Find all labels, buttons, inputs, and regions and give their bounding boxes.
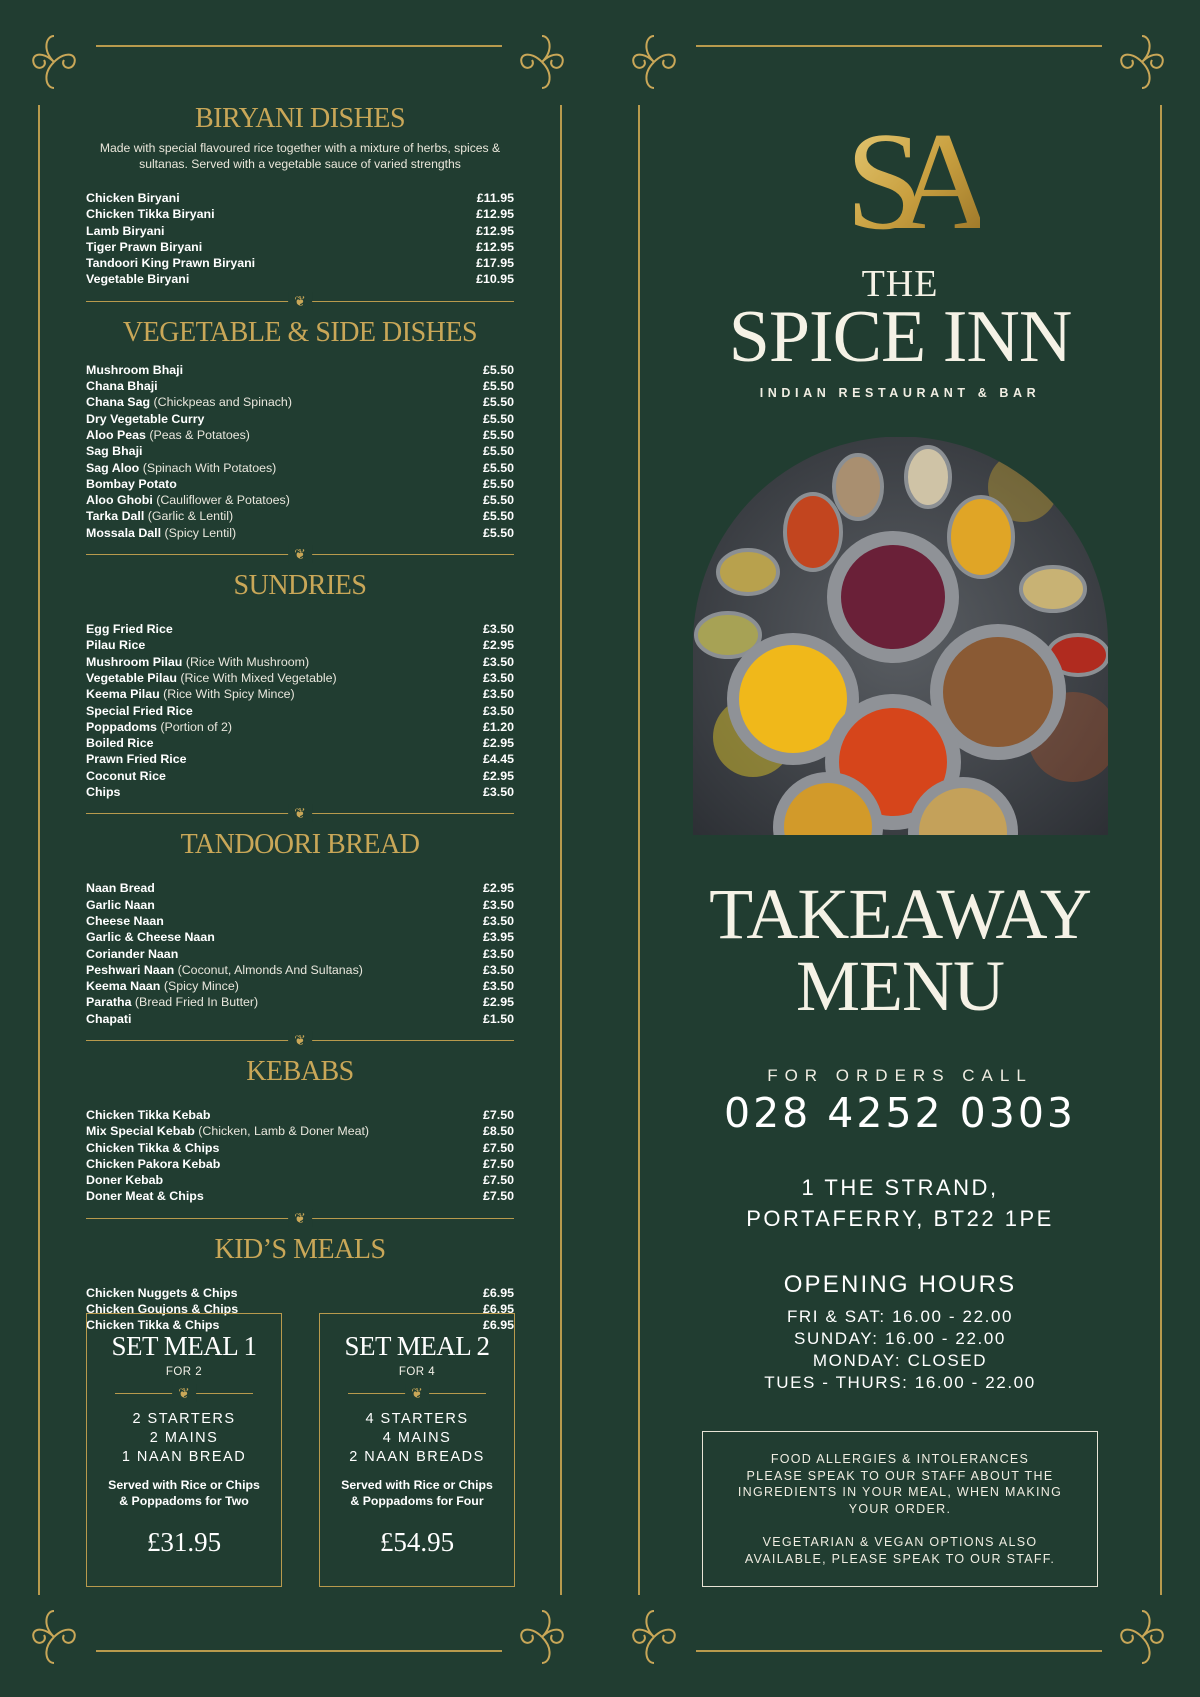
menu-item-name: Tiger Prawn Biryani — [86, 239, 203, 254]
menu-item-label — [86, 443, 142, 459]
menu-item-label — [86, 751, 187, 767]
menu-item-note: (Spicy Lentil) — [164, 525, 237, 540]
menu-item-price: £6.95 — [482, 1302, 514, 1317]
menu-item-name: Special Fried Rice — [86, 703, 193, 718]
menu-item-name: Prawn Fried Rice — [86, 752, 187, 767]
menu-item — [86, 508, 514, 524]
allergy-line: FOOD ALLERGIES & INTOLERANCES — [770, 1452, 1030, 1466]
menu-item-price: £8.50 — [482, 1124, 514, 1139]
menu-item — [86, 1172, 514, 1188]
set-meal-1-card — [86, 1313, 282, 1587]
address-line: 1 THE STRAND, — [801, 1175, 999, 1200]
menu-item — [86, 703, 514, 719]
menu-item-note: (Cauliflower & Potatoes) — [156, 493, 290, 508]
menu-item — [86, 686, 514, 702]
menu-item-price: £12.95 — [476, 223, 514, 238]
set-meal-title: SET MEAL 2 — [344, 1331, 490, 1361]
menu-right-panel — [600, 0, 1200, 1697]
menu-item-price: £17.95 — [476, 256, 514, 271]
item-list — [86, 621, 514, 800]
menu-item-label — [86, 271, 189, 287]
menu-item-label — [86, 1285, 237, 1301]
menu-item-price: £7.50 — [482, 1189, 514, 1204]
menu-item-note: (Portion of 2) — [160, 719, 232, 734]
menu-item-name: Chicken Tikka Kebab — [86, 1107, 211, 1122]
menu-item — [86, 751, 514, 767]
menu-item — [86, 880, 514, 896]
menu-item — [86, 913, 514, 929]
right-border-line — [560, 105, 562, 1595]
menu-item-price: £5.50 — [482, 395, 514, 410]
menu-item-note: (Rice With Mixed Vegetable) — [180, 670, 337, 685]
hours-line: TUES - THURS: 16.00 - 22.00 — [764, 1373, 1036, 1392]
hours-line: FRI & SAT: 16.00 - 22.00 — [786, 1307, 1014, 1326]
set-meals — [86, 1313, 516, 1587]
menu-item — [86, 460, 514, 476]
set-meal-title: SET MEAL 1 — [111, 1331, 257, 1361]
set-meal-line: 2 MAINS — [149, 1430, 219, 1446]
set-meal-2-card — [319, 1313, 515, 1587]
menu-item-label — [86, 1156, 220, 1172]
served-line: Served with Rice or Chips — [341, 1478, 493, 1492]
menu-item-name: Vegetable Pilau — [86, 670, 177, 685]
menu-item — [86, 1285, 514, 1301]
menu-item — [86, 223, 514, 239]
menu-item-name: Vegetable Biryani — [86, 272, 190, 287]
menu-item-price: £3.50 — [482, 913, 514, 928]
menu-item-price: £2.95 — [482, 768, 514, 783]
ornament-divider — [86, 1209, 514, 1227]
menu-item — [86, 978, 514, 994]
menu-item-label — [86, 255, 255, 271]
menu-item-price: £3.50 — [482, 654, 514, 669]
menu-item-note: (Rice With Spicy Mince) — [163, 687, 295, 702]
menu-item-price: £7.50 — [482, 1156, 514, 1171]
set-meal-subtitle: FOR 2 — [165, 1366, 203, 1378]
menu-item-label — [86, 239, 202, 255]
menu-item-price: £11.95 — [476, 191, 514, 205]
set-meal-served-with — [87, 1477, 281, 1509]
menu-item-label — [86, 378, 158, 394]
menu-item-note: (Chickpeas and Spinach) — [153, 395, 292, 410]
ornament-divider — [86, 1031, 514, 1049]
ornament-icon: ❦ — [288, 545, 312, 563]
menu-item-label — [86, 913, 164, 929]
menu-item-label — [86, 784, 120, 800]
menu-item-name: Sag Aloo — [86, 460, 140, 475]
menu-item-price: £3.50 — [482, 703, 514, 718]
menu-item-name: Chips — [86, 785, 121, 800]
menu-item-name: Tarka Dall — [86, 509, 145, 524]
menu-item-name: Chicken Tikka & Chips — [86, 1318, 220, 1333]
spices-photo — [693, 437, 1108, 835]
bottom-border-line — [696, 1650, 1102, 1652]
menu-item-name: Doner Kebab — [86, 1173, 164, 1188]
menu-item-price: £3.50 — [482, 897, 514, 912]
menu-item-label — [86, 476, 177, 492]
menu-item — [86, 476, 514, 492]
allergy-line: YOUR ORDER. — [848, 1501, 952, 1516]
menu-item-name: Mossala Dall — [86, 525, 162, 540]
menu-item-price: £5.50 — [482, 427, 514, 442]
menu-item-name: Mix Special Kebab — [86, 1124, 195, 1139]
menu-item — [86, 768, 514, 784]
section-vegetable — [86, 318, 514, 541]
menu-item-note: (Spinach With Potatoes) — [142, 460, 277, 475]
ornament-icon: ❦ — [288, 292, 312, 310]
orders-label: FOR ORDERS CALL — [767, 1066, 1033, 1085]
menu-item — [86, 621, 514, 637]
item-list — [86, 880, 514, 1027]
menu-item-name: Mushroom Pilau — [86, 654, 183, 669]
menu-item — [86, 897, 514, 913]
section-title: KEBABS — [246, 1055, 354, 1087]
menu-item-note: (Rice With Mushroom) — [185, 654, 310, 669]
menu-item-price: £3.50 — [482, 785, 514, 800]
corner-flourish-icon — [22, 1605, 86, 1669]
menu-item — [86, 411, 514, 427]
menu-item-name: Aloo Peas — [86, 427, 146, 442]
menu-item-price: £5.50 — [482, 509, 514, 524]
ornament-icon: ❦ — [288, 1031, 312, 1049]
corner-flourish-icon — [510, 30, 574, 94]
menu-item-name: Bombay Potato — [86, 476, 177, 491]
set-meal-subtitle: FOR 4 — [398, 1366, 436, 1378]
menu-item-price: £5.50 — [482, 460, 514, 475]
ornament-divider — [348, 1384, 486, 1402]
top-border-line — [96, 45, 502, 47]
menu-item — [86, 427, 514, 443]
menu-item-name: Sag Bhaji — [86, 444, 143, 459]
menu-item — [86, 443, 514, 459]
menu-item — [86, 1156, 514, 1172]
hours-line: MONDAY: CLOSED — [812, 1351, 988, 1370]
set-meal-served-with — [320, 1477, 514, 1509]
menu-item — [86, 492, 514, 508]
menu-item-label — [86, 946, 178, 962]
menu-item — [86, 1140, 514, 1156]
menu-item-price: £5.50 — [482, 411, 514, 426]
item-list — [86, 362, 514, 541]
phone-number[interactable]: 028 4252 0303 — [723, 1089, 1076, 1137]
section-tandoori-bread — [86, 830, 514, 1027]
corner-flourish-icon — [1110, 1605, 1174, 1669]
sa-monogram-logo — [830, 100, 980, 250]
ornament-icon: ❦ — [172, 1384, 196, 1402]
menu-item-label — [86, 525, 236, 541]
menu-item — [86, 994, 514, 1010]
menu-item-price: £3.95 — [482, 930, 514, 945]
menu-item-price: £3.50 — [482, 946, 514, 961]
menu-item-name: Garlic Naan — [86, 897, 155, 912]
set-meal-price: £31.95 — [146, 1527, 222, 1557]
allergy-line: VEGETARIAN & VEGAN OPTIONS ALSO — [762, 1535, 1038, 1549]
menu-item-price: £4.45 — [482, 752, 514, 767]
section-kebabs — [86, 1057, 514, 1205]
menu-item-label — [86, 1188, 204, 1204]
menu-item-label — [86, 735, 153, 751]
menu-item — [86, 206, 514, 222]
menu-item-name: Boiled Rice — [86, 736, 154, 751]
menu-item-name: Chicken Biryani — [86, 191, 180, 205]
menu-item — [86, 654, 514, 670]
brand-the: THE — [861, 263, 939, 305]
menu-item — [86, 637, 514, 653]
menu-item-name: Doner Meat & Chips — [86, 1189, 204, 1204]
headline-menu: MENU — [796, 946, 1004, 1026]
menu-item-name: Peshwari Naan — [86, 962, 175, 977]
section-description: Made with special flavoured rice together with a mixture of herbs, spices & sultanas. Served with a vegetable sauce of varied strengths — [99, 141, 501, 171]
menu-item — [86, 962, 514, 978]
svg-text:SA: SA — [845, 104, 965, 250]
menu-item-label — [86, 719, 232, 735]
section-title: SUNDRIES — [233, 570, 367, 602]
allergy-line: PLEASE SPEAK TO OUR STAFF ABOUT THE — [746, 1468, 1054, 1483]
menu-item-label — [86, 460, 276, 476]
menu-item-price: £12.95 — [476, 207, 514, 222]
menu-item-label — [86, 1140, 219, 1156]
menu-item-name: Paratha — [86, 995, 132, 1010]
menu-item-name: Egg Fried Rice — [86, 622, 173, 637]
hours-line: SUNDAY: 16.00 - 22.00 — [794, 1329, 1006, 1348]
menu-item-price: £3.50 — [482, 979, 514, 994]
menu-item-price: £2.95 — [482, 736, 514, 751]
menu-item-label — [86, 880, 155, 896]
section-biryani — [86, 104, 514, 288]
menu-item-price: £5.50 — [482, 476, 514, 491]
menu-item-label — [86, 1011, 131, 1027]
ornament-divider — [86, 545, 514, 563]
menu-item-price: £5.50 — [482, 444, 514, 459]
menu-item-label — [86, 411, 204, 427]
ornament-icon: ❦ — [288, 804, 312, 822]
section-sundries — [86, 571, 514, 800]
menu-item-note: (Coconut, Almonds And Sultanas) — [177, 962, 363, 977]
menu-item-price: £3.50 — [482, 622, 514, 637]
menu-item-price: £7.50 — [482, 1107, 514, 1122]
menu-item — [86, 946, 514, 962]
menu-item-label — [86, 492, 290, 508]
menu-item-label — [86, 897, 155, 913]
menu-item-price: £6.95 — [482, 1285, 514, 1300]
menu-item — [86, 271, 514, 287]
menu-item-price: £10.95 — [476, 272, 514, 287]
menu-item-label — [86, 994, 258, 1010]
brand-name: SPICE INN — [728, 296, 1072, 378]
menu-item-price: £7.50 — [482, 1140, 514, 1155]
menu-item-label — [86, 929, 215, 945]
menu-item-price: £3.50 — [482, 962, 514, 977]
menu-item-label — [86, 508, 233, 524]
opening-hours-title: OPENING HOURS — [783, 1271, 1017, 1298]
menu-item-name: Aloo Ghobi — [86, 493, 153, 508]
menu-item — [86, 394, 514, 410]
corner-flourish-icon — [622, 30, 686, 94]
served-line: Served with Rice or Chips — [108, 1478, 260, 1492]
corner-flourish-icon — [1110, 30, 1174, 94]
menu-item-label — [86, 1123, 369, 1139]
menu-item — [86, 929, 514, 945]
menu-item-name: Coriander Naan — [86, 946, 179, 961]
menu-item-note: (Garlic & Lentil) — [147, 509, 234, 524]
menu-item-name: Chana Sag — [86, 395, 151, 410]
menu-item-name: Keema Naan — [86, 979, 161, 994]
menu-item-price: £2.95 — [482, 995, 514, 1010]
menu-item-label — [86, 768, 166, 784]
menu-item-price: £2.95 — [482, 881, 514, 896]
menu-item-name: Naan Bread — [86, 881, 155, 896]
set-meal-line: 2 NAAN BREADS — [349, 1449, 485, 1465]
menu-item-price: £5.50 — [482, 525, 514, 540]
menu-item-name: Mushroom Bhaji — [86, 362, 184, 377]
top-border-line — [696, 45, 1102, 47]
menu-item-price: £5.50 — [482, 362, 514, 377]
menu-item — [86, 1107, 514, 1123]
ornament-icon: ❦ — [288, 1209, 312, 1227]
corner-flourish-icon — [510, 1605, 574, 1669]
ornament-divider — [86, 804, 514, 822]
menu-item-label — [86, 223, 165, 239]
set-meal-price: £54.95 — [379, 1527, 455, 1557]
menu-item-name: Chicken Goujons & Chips — [86, 1302, 239, 1317]
bottom-border-line — [96, 1650, 502, 1652]
allergy-line: INGREDIENTS IN YOUR MEAL, WHEN MAKING — [737, 1485, 1063, 1499]
menu-item-label — [86, 427, 250, 443]
menu-item — [86, 362, 514, 378]
menu-column — [86, 104, 514, 1334]
menu-item-name: Chicken Pakora Kebab — [86, 1156, 221, 1171]
menu-item — [86, 239, 514, 255]
menu-item-name: Cheese Naan — [86, 913, 164, 928]
served-line: & Poppadoms for Four — [350, 1494, 484, 1508]
set-meal-line: 4 STARTERS — [365, 1411, 469, 1427]
menu-item-price: £5.50 — [482, 493, 514, 508]
menu-item-name: Lamb Biryani — [86, 223, 165, 238]
menu-item-label — [86, 654, 309, 670]
menu-item-label — [86, 962, 363, 978]
menu-item-label — [86, 1172, 163, 1188]
ornament-icon: ❦ — [405, 1384, 429, 1402]
ornament-divider — [86, 292, 514, 310]
menu-item — [86, 1123, 514, 1139]
menu-item-label — [86, 978, 239, 994]
menu-item-name: Poppadoms — [86, 719, 157, 734]
allergy-notice — [702, 1431, 1098, 1587]
section-title: VEGETABLE & SIDE DISHES — [122, 316, 478, 348]
menu-item — [86, 1011, 514, 1027]
menu-item-name: Dry Vegetable Curry — [86, 411, 205, 426]
menu-item-price: £5.50 — [482, 379, 514, 394]
menu-item — [86, 719, 514, 735]
menu-item-name: Chicken Tikka & Chips — [86, 1140, 220, 1155]
menu-item-label — [86, 1107, 210, 1123]
menu-item-price: £6.95 — [482, 1318, 514, 1333]
headline-takeaway: TAKEAWAY — [709, 874, 1091, 954]
menu-item-price: £1.50 — [482, 1011, 514, 1026]
item-list — [86, 1107, 514, 1205]
menu-item-price: £3.50 — [482, 670, 514, 685]
menu-item-label — [86, 621, 173, 637]
menu-item-label — [86, 703, 193, 719]
menu-item-label — [86, 394, 292, 410]
menu-item — [86, 1188, 514, 1204]
brand-tagline: INDIAN RESTAURANT & BAR — [759, 386, 1041, 400]
menu-item-note: (Peas & Potatoes) — [149, 427, 250, 442]
menu-item — [86, 735, 514, 751]
set-meal-line: 1 NAAN BREAD — [121, 1449, 247, 1465]
menu-item — [86, 670, 514, 686]
set-meal-line: 2 STARTERS — [132, 1411, 236, 1427]
menu-item-price: £1.20 — [482, 719, 514, 734]
menu-item-name: Keema Pilau — [86, 687, 160, 702]
ornament-divider — [115, 1384, 253, 1402]
menu-item-name: Chicken Nuggets & Chips — [86, 1285, 238, 1300]
menu-item — [86, 255, 514, 271]
menu-item-name: Chapati — [86, 1011, 132, 1026]
section-title: TANDOORI BREAD — [180, 829, 420, 861]
menu-item-label — [86, 637, 145, 653]
menu-item — [86, 190, 514, 206]
menu-item-price: £12.95 — [476, 239, 514, 254]
menu-item-name: Coconut Rice — [86, 768, 166, 783]
section-title: BIRYANI DISHES — [194, 103, 406, 134]
menu-item-price: £3.50 — [482, 687, 514, 702]
menu-item-price: £2.95 — [482, 638, 514, 653]
corner-flourish-icon — [622, 1605, 686, 1669]
menu-item-name: Chicken Tikka Biryani — [86, 207, 215, 222]
menu-item-name: Pilau Rice — [86, 638, 146, 653]
menu-item-label — [86, 670, 337, 686]
allergy-line: AVAILABLE, PLEASE SPEAK TO OUR STAFF. — [744, 1551, 1056, 1566]
set-meal-line: 4 MAINS — [382, 1430, 452, 1446]
served-line: & Poppadoms for Two — [119, 1494, 249, 1508]
menu-item-label — [86, 206, 215, 222]
menu-item-name: Tandoori King Prawn Biryani — [86, 256, 256, 271]
item-list — [86, 190, 514, 288]
left-border-line — [38, 105, 40, 1595]
menu-item-note: (Chicken, Lamb & Doner Meat) — [198, 1124, 370, 1139]
corner-flourish-icon — [22, 30, 86, 94]
menu-item-note: (Spicy Mince) — [163, 979, 239, 994]
menu-item-note: (Bread Fried In Butter) — [134, 995, 259, 1010]
menu-item — [86, 378, 514, 394]
address-line: PORTAFERRY, BT22 1PE — [746, 1206, 1054, 1231]
menu-item — [86, 784, 514, 800]
menu-item-label — [86, 190, 180, 206]
section-title: KID’S MEALS — [214, 1233, 386, 1265]
menu-item — [86, 525, 514, 541]
menu-item-label — [86, 686, 295, 702]
menu-item-label — [86, 362, 183, 378]
menu-item-name: Garlic & Cheese Naan — [86, 930, 215, 945]
menu-item-price: £7.50 — [482, 1173, 514, 1188]
menu-item-name: Chana Bhaji — [86, 379, 158, 394]
